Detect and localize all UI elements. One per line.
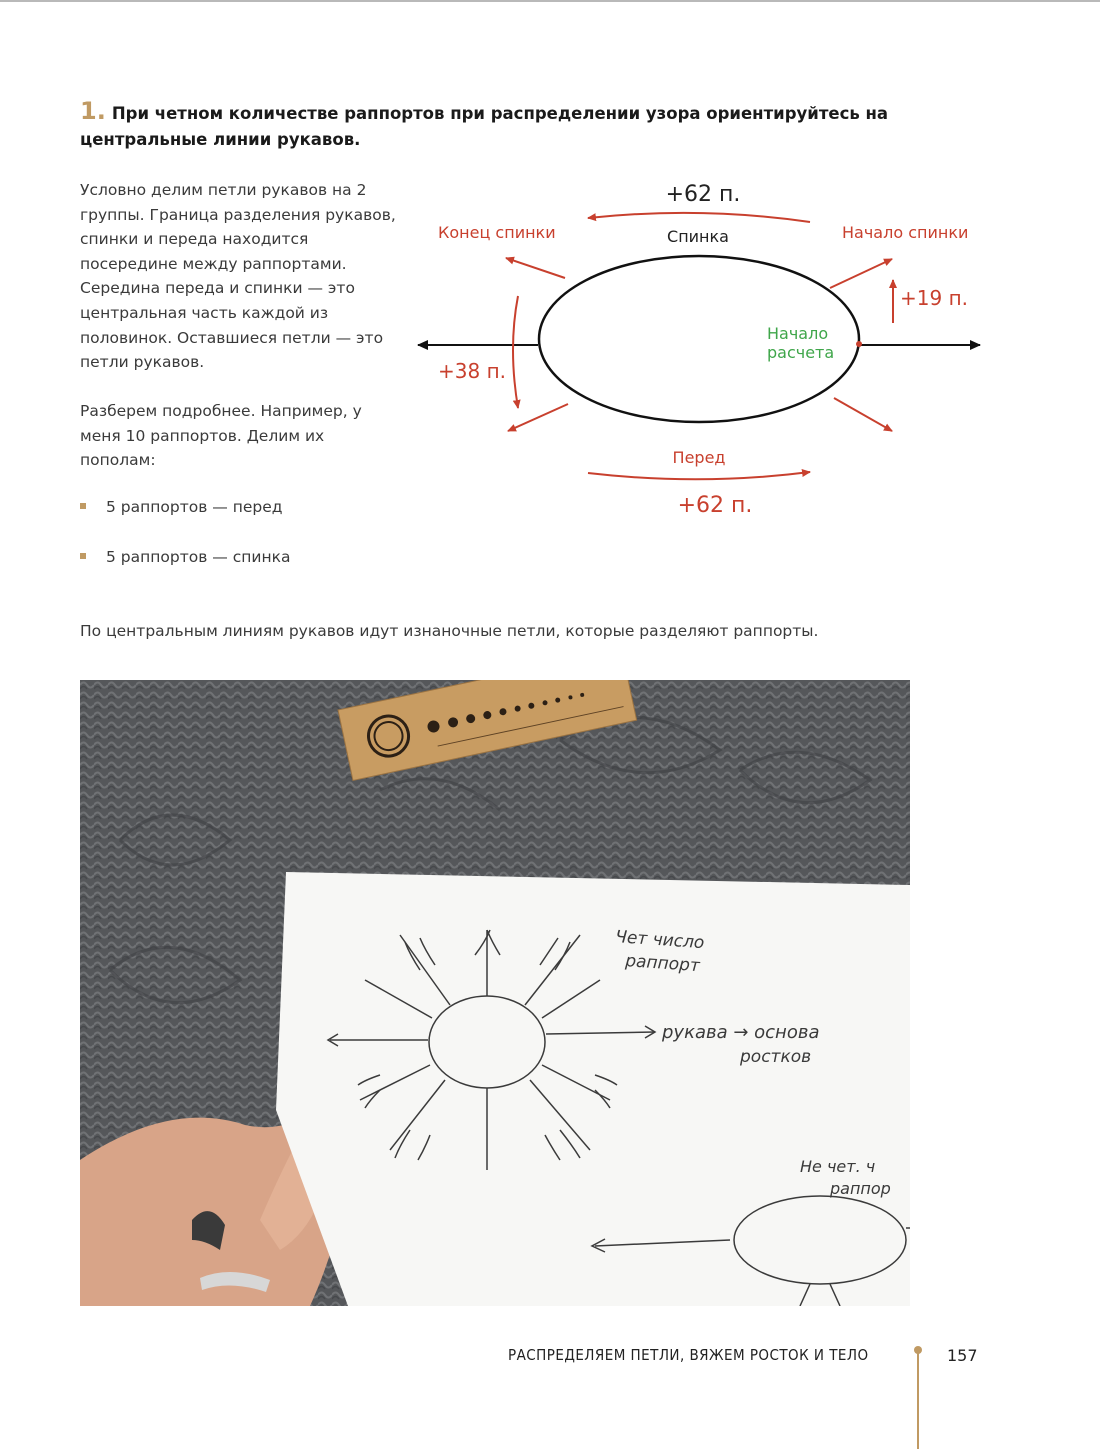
label-back-end: Конец спинки xyxy=(438,223,556,242)
bullet-item-back xyxy=(80,548,290,566)
bullet-marker xyxy=(80,503,86,509)
label-start-1: Начало xyxy=(767,324,829,343)
note-paragraph: По центральным линиям рукавов идут изнаночные петли, которые разделяют раппорты. xyxy=(80,622,819,640)
paragraph-groups: Условно делим петли рукавов на 2 группы. Граница разделения рукавов, спинки и переда находится посередине между раппортами. Середина переда и спинки — это центральная часть каждой из половинок. Оставшиеся петли — это петли рукавов. xyxy=(80,181,396,372)
handwritten-note-2a: рукава → основа xyxy=(662,1022,820,1043)
paragraph-example: Разберем подробнее. Например, у меня 10 раппортов. Делим их пополам: xyxy=(80,402,362,470)
footer-divider xyxy=(917,1352,919,1449)
handwritten-note-1a: Чет число xyxy=(614,927,705,954)
label-right-count: +19 п. xyxy=(900,286,968,310)
bullet-text: 5 раппортов — перед xyxy=(106,498,283,516)
handwritten-note-2b: ростков xyxy=(740,1047,812,1067)
paper-sheet xyxy=(276,872,910,1306)
label-bottom-count: +62 п. xyxy=(677,493,753,518)
start-point xyxy=(856,341,862,347)
knitting-photo xyxy=(80,680,910,1306)
arrow-diag-bottom-right xyxy=(834,398,892,431)
yoke-diagram xyxy=(410,168,1000,528)
arrow-diag-top-right xyxy=(830,259,892,288)
arrow-front-bottom xyxy=(588,472,810,479)
arrow-left-side xyxy=(513,296,518,408)
section-heading xyxy=(80,98,1010,153)
top-rule xyxy=(0,0,1100,2)
label-top-count: +62 п. xyxy=(665,182,741,207)
bullet-marker xyxy=(80,553,86,559)
handwritten-note-1b: раппорт xyxy=(624,951,701,977)
label-start-2: расчета xyxy=(767,343,835,362)
arrow-diag-top-left xyxy=(506,258,565,278)
label-left-count: +38 п. xyxy=(438,359,506,383)
label-back-start: Начало спинки xyxy=(842,223,969,242)
heading-text: При четном количестве раппортов при распределении узора ориентируйтесь на центральные линии рукавов. xyxy=(80,104,889,149)
handwritten-note-3b: раппор xyxy=(830,1179,891,1198)
arrow-back-top xyxy=(588,213,810,222)
label-front: Перед xyxy=(672,448,726,467)
label-back: Спинка xyxy=(667,227,729,246)
page-number: 157 xyxy=(947,1346,978,1365)
bullet-item-front xyxy=(80,498,282,516)
bullet-text: 5 раппортов — спинка xyxy=(106,548,291,566)
heading-number: 1. xyxy=(80,97,106,125)
handwritten-note-3a: Не чет. ч xyxy=(800,1157,876,1176)
footer-chapter-title: РАСПРЕДЕЛЯЕМ ПЕТЛИ, ВЯЖЕМ РОСТОК И ТЕЛО xyxy=(508,1346,869,1364)
